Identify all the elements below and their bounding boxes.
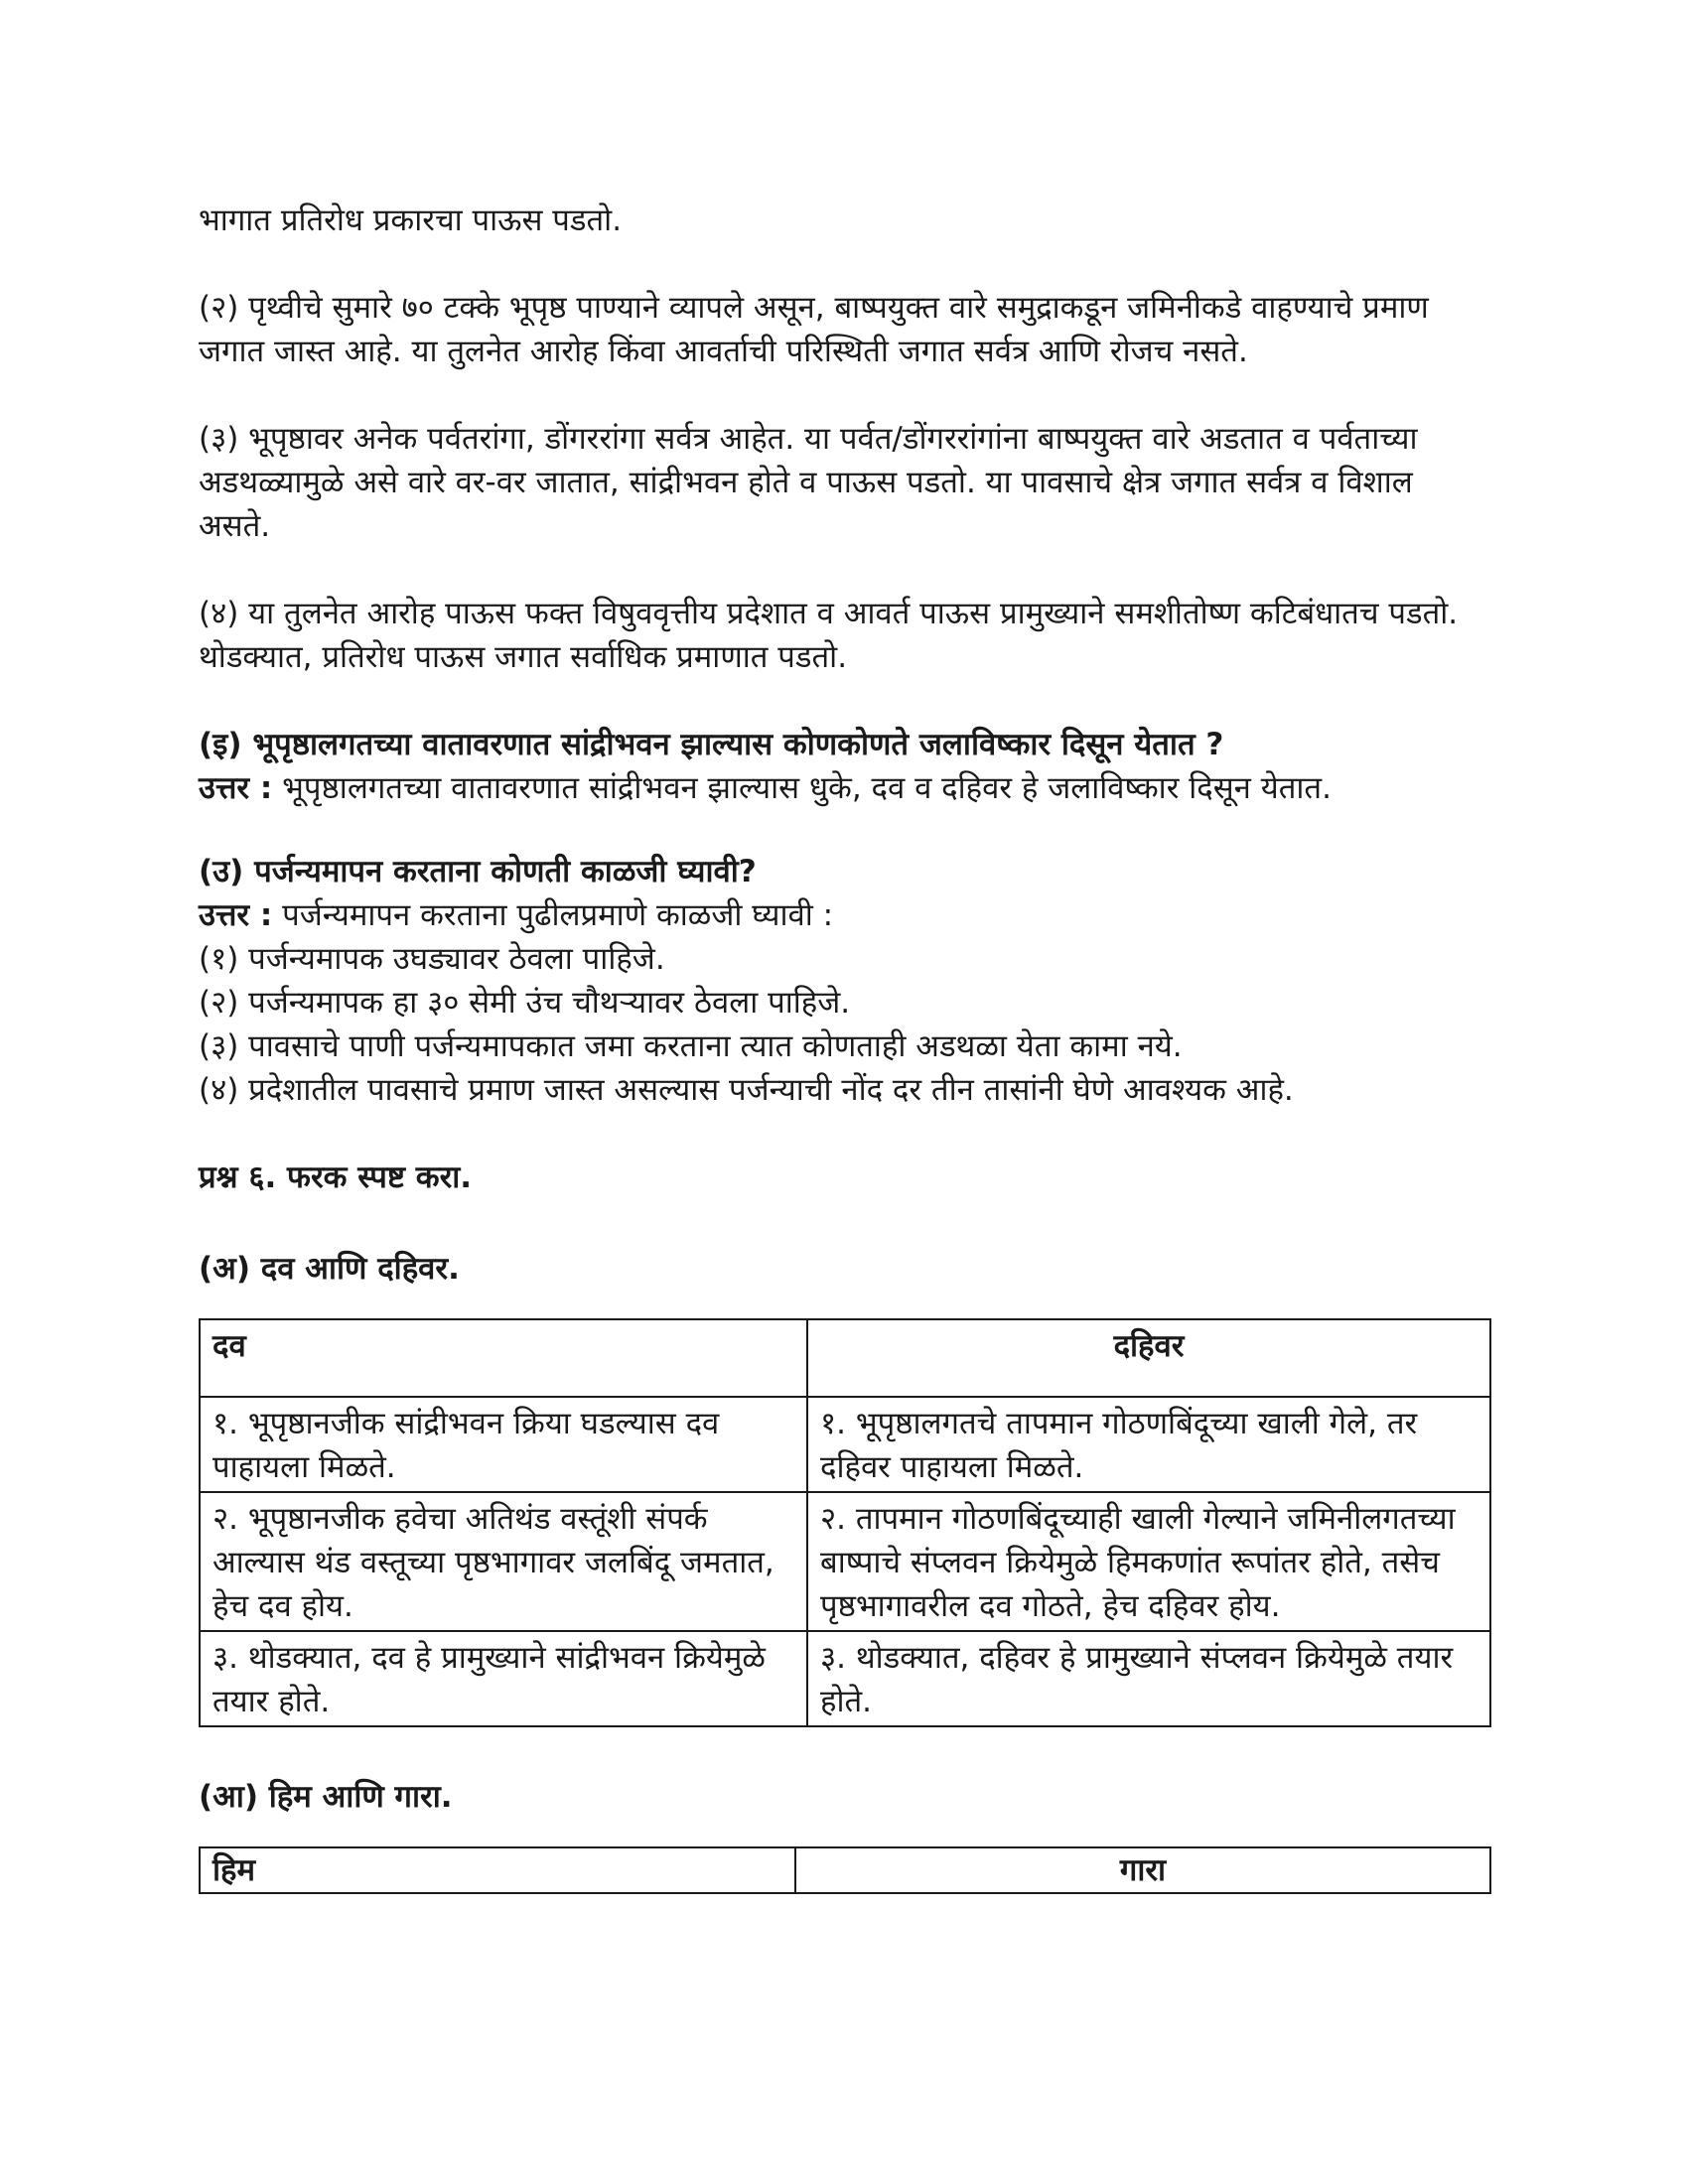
table-cell: १. भूपृष्ठानजीक सांद्रीभवन क्रिया घडल्यास दव पाहायला मिळते. [200,1397,807,1492]
answer-label: उत्तर : [199,770,273,806]
answer-text: पर्जन्यमापन करताना पुढीलप्रमाणे काळजी घ्यावी : [272,897,834,933]
paragraph-point-3: (३) भूपृष्ठावर अनेक पर्वतरांगा, डोंगररांगा सर्वत्र आहेत. या पर्वत/डोंगररांगांना बाष्पयुक्त वारे अडतात व पर्वताच्या अडथळ्यामुळे असे वारे वर-वर जातात, सांद्रीभवन होते व पाऊस पडतो. या पावसाचे क्षेत्र जगात सर्वत्र व विशाल असते. [199,421,1418,544]
paragraph-intro: भागात प्रतिरोध प्रकारचा पाऊस पडतो. [199,203,623,238]
section-a-title: (अ) दव आणि दहिवर. [199,1251,460,1287]
question-e-title: (इ) भूपृष्ठालगतच्या वातावरणात सांद्रीभवन झाल्यास कोणकोणते जलाविष्कार दिसून येतात ? [199,727,1224,762]
paragraph-point-2: (२) पृथ्वीचे सुमारे ७० टक्के भूपृष्ठ पाण्याने व्यापले असून, बाष्पयुक्त वारे समुद्राकडून जमिनीकडे वाहण्याचे प्रमाण जगात जास्त आहे. या तुलनेत आरोह किंवा आवर्ताची परिस्थिती जगात सर्वत्र आणि रोजच नसते. [199,290,1429,369]
question-u-title: (उ) पर्जन्यमापन करताना कोणती काळजी घ्यावी? [199,854,757,889]
comparison-table-snow-hail [199,1846,1491,1894]
list-item: (२) पर्जन्यमापक हा ३० सेमी उंच चौथऱ्यावर ठेवला पाहिजे. [199,985,851,1021]
paragraph-point-4: (४) या तुलनेत आरोह पाऊस फक्त विषुववृत्तीय प्रदेशात व आवर्त पाऊस प्रामुख्याने समशीतोष्ण कटिबंधातच पडतो. थोडक्यात, प्रतिरोध पाऊस जगात सर्वाधिक प्रमाणात पडतो. [199,596,1459,675]
table-row [200,1492,1490,1631]
question-e [199,723,1489,810]
question-e-answer [199,766,1489,810]
table-cell: २. भूपृष्ठानजीक हवेचा अतिथंड वस्तूंशी संपर्क आल्यास थंड वस्तूच्या पृष्ठभागावर जलबिंदू जमतात, हेच दव होय. [200,1492,807,1631]
comparison-table-dew-frost [199,1318,1491,1727]
section-aa-title: (आ) हिम आणि गारा. [199,1779,453,1815]
table-header-frost: दहिवर [807,1319,1490,1397]
list-item: (१) पर्जन्यमापक उघड्यावर ठेवला पाहिजे. [199,941,665,977]
list-item: (३) पावसाचे पाणी पर्जन्यमापकात जमा करताना त्यात कोणताही अडथळा येता कामा नये. [199,1028,1183,1064]
document-page [199,199,1489,1894]
table-header-dew: दव [200,1319,807,1397]
table-cell: ३. थोडक्यात, दव हे प्रामुख्याने सांद्रीभवन क्रियेमुळे तयार होते. [200,1631,807,1726]
table-cell: १. भूपृष्ठालगतचे तापमान गोठणबिंदूच्या खाली गेले, तर दहिवर पाहायला मिळते. [807,1397,1490,1492]
question-u-answer [199,893,1489,937]
table-header-hail: गारा [795,1847,1490,1893]
table-cell: ३. थोडक्यात, दहिवर हे प्रामुख्याने संप्लवन क्रियेमुळे तयार होते. [807,1631,1490,1726]
table-row [200,1397,1490,1492]
answer-label: उत्तर : [199,897,273,933]
question-6-title: प्रश्न ६. फरक स्पष्ट करा. [199,1160,473,1195]
table-header-row [200,1847,1490,1893]
table-cell: २. तापमान गोठणबिंदूच्याही खाली गेल्याने जमिनीलगतच्या बाष्पाचे संप्लवन क्रियेमुळे हिमकणांत रूपांतर होते, तसेच पृष्ठभागावरील दव गोठते, हेच दहिवर होय. [807,1492,1490,1631]
table-header-row [200,1319,1490,1397]
question-u [199,850,1489,1112]
list-item: (४) प्रदेशातील पावसाचे प्रमाण जास्त असल्यास पर्जन्याची नोंद दर तीन तासांनी घेणे आवश्यक आहे. [199,1072,1294,1108]
answer-text: भूपृष्ठालगतच्या वातावरणात सांद्रीभवन झाल्यास धुके, दव व दहिवर हे जलाविष्कार दिसून येतात. [272,770,1332,806]
table-header-snow: हिम [200,1847,795,1893]
table-row [200,1631,1490,1726]
